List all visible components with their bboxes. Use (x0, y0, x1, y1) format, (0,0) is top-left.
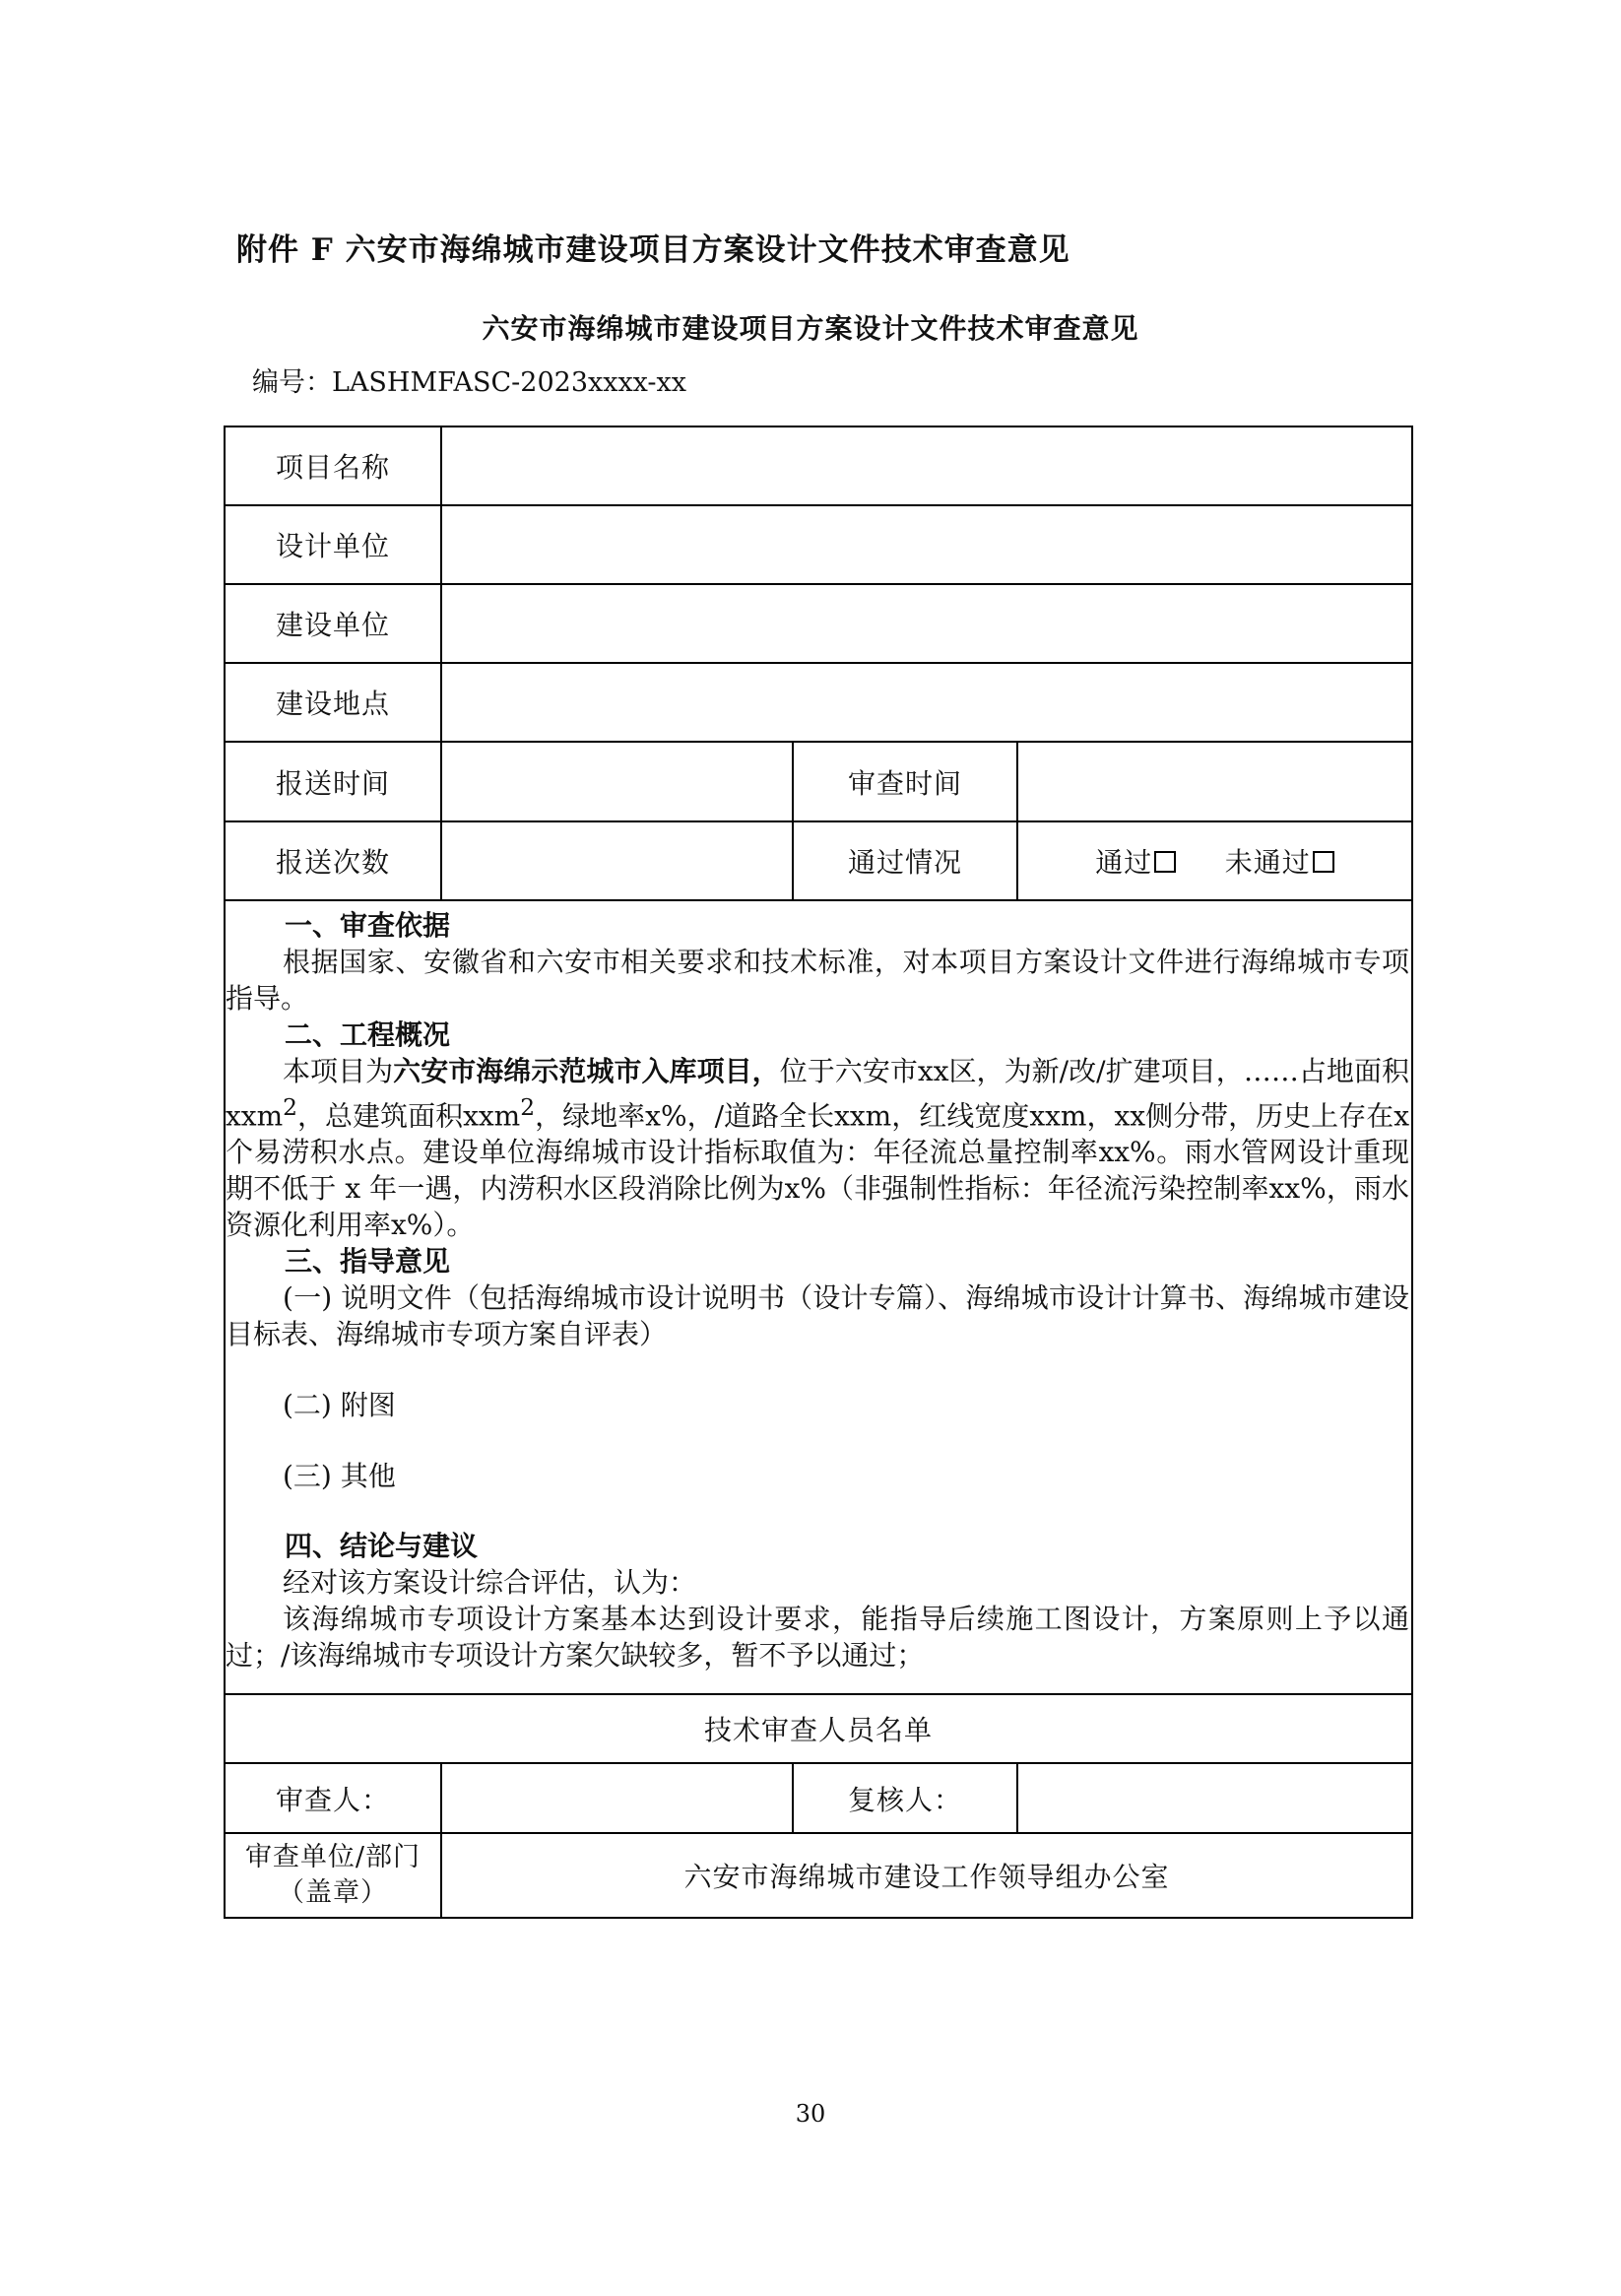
field-design-unit[interactable] (441, 505, 1412, 584)
conclusion-text-2: 该海绵城市专项设计方案基本达到设计要求，能指导后续施工图设计，方案原则上予以通过；/该海绵城市专项设计方案欠缺较多，暂不予以通过； (226, 1603, 1410, 1673)
overview-sup-1: 2 (283, 1093, 297, 1121)
guidance-item-1: (一) 说明文件（包括海绵城市设计说明书（设计专篇）、海绵城市设计计算书、海绵城市建设目标表、海绵城市专项方案自评表） (226, 1281, 1410, 1351)
pass-checkbox[interactable] (1154, 851, 1176, 873)
label-project-name: 项目名称 (225, 426, 441, 505)
guidance-item-2: (二) 附图 (283, 1389, 396, 1422)
label-construction-unit: 建设单位 (225, 584, 441, 663)
field-location[interactable] (441, 663, 1412, 742)
label-review-time: 审查时间 (793, 742, 1017, 821)
page-number: 30 (795, 2100, 826, 2128)
field-rechecker[interactable] (1017, 1763, 1412, 1833)
fail-option[interactable] (1225, 846, 1334, 879)
label-submit-time: 报送时间 (225, 742, 441, 821)
label-location: 建设地点 (225, 663, 441, 742)
row-construction-unit (225, 584, 1412, 663)
section-basis-title: 一、审查依据 (285, 909, 451, 942)
row-design-unit (225, 505, 1412, 584)
overview-project-type: 六安市海绵示范城市入库项目， (393, 1055, 780, 1087)
row-review-body (225, 900, 1412, 1694)
row-staff-header (225, 1694, 1412, 1763)
overview-sup-2: 2 (520, 1093, 536, 1121)
label-design-unit: 设计单位 (225, 505, 441, 584)
row-project-name (225, 426, 1412, 505)
section-conclusion-title: 四、结论与建议 (285, 1530, 479, 1563)
fail-checkbox[interactable] (1313, 851, 1334, 873)
label-department (225, 1833, 441, 1918)
label-pass-status: 通过情况 (793, 821, 1017, 900)
field-submit-count[interactable] (441, 821, 793, 900)
row-reviewers (225, 1763, 1412, 1833)
review-form-table (224, 426, 1413, 1919)
label-rechecker: 复核人： (793, 1763, 1017, 1833)
department-value: 六安市海绵城市建设工作领导组办公室 (441, 1833, 1412, 1918)
section-overview-text (226, 1053, 1411, 1243)
field-project-name[interactable] (441, 426, 1412, 505)
section-basis-text: 根据国家、安徽省和六安市相关要求和技术标准，对本项目方案设计文件进行海绵城市专项指导。 (226, 946, 1410, 1015)
label-submit-count: 报送次数 (225, 821, 441, 900)
pass-status-options (1017, 821, 1412, 900)
row-times (225, 742, 1412, 821)
label-department-stamp: （盖章） (278, 1877, 388, 1909)
staff-list-header: 技术审查人员名单 (225, 1694, 1412, 1763)
row-location (225, 663, 1412, 742)
overview-text-2: ，总建筑面积xxm (296, 1099, 521, 1133)
section-overview-title: 二、工程概况 (285, 1018, 451, 1051)
guidance-item-3: (三) 其他 (283, 1460, 396, 1493)
label-department-line1: 审查单位/部门 (244, 1842, 421, 1873)
field-submit-time[interactable] (441, 742, 793, 821)
fail-option-label: 未通过 (1224, 846, 1311, 879)
review-body (225, 900, 1412, 1694)
overview-text-3: ，绿地率x%，/道路全长xxm，红线宽度xxm，xx侧分带，历史上存在x个易涝积水点。建设单位海绵城市设计指标取值为：年径流总量控制率xx%。雨水管网设计重现期不低于 x 年一遇，内涝积水区段消除比例为x%（非强制性指标：年径流污染控制率xx%，雨水资源化利用率x%）。 (226, 1099, 1410, 1242)
label-reviewer: 审查人： (225, 1763, 441, 1833)
section-guidance-title: 三、指导意见 (285, 1245, 451, 1279)
pass-option[interactable] (1095, 846, 1176, 879)
field-reviewer[interactable] (441, 1763, 793, 1833)
pass-option-label: 通过 (1095, 846, 1153, 879)
row-count-status (225, 821, 1412, 900)
conclusion-text-1: 经对该方案设计综合评估，认为： (283, 1566, 697, 1600)
overview-prefix: 本项目为 (283, 1055, 394, 1087)
row-department (225, 1833, 1412, 1918)
document-number: 编号：LASHMFASC-2023xxxx-xx (252, 367, 687, 398)
field-review-time[interactable] (1017, 742, 1412, 821)
field-construction-unit[interactable] (441, 584, 1412, 663)
attachment-heading: 附件 F 六安市海绵城市建设项目方案设计文件技术审查意见 (236, 232, 1070, 268)
form-title: 六安市海绵城市建设项目方案设计文件技术审查意见 (482, 312, 1139, 345)
overview-text-1: 位于六安市xx区，为新/改/扩建项目，……占地面积xxm (226, 1055, 1410, 1133)
